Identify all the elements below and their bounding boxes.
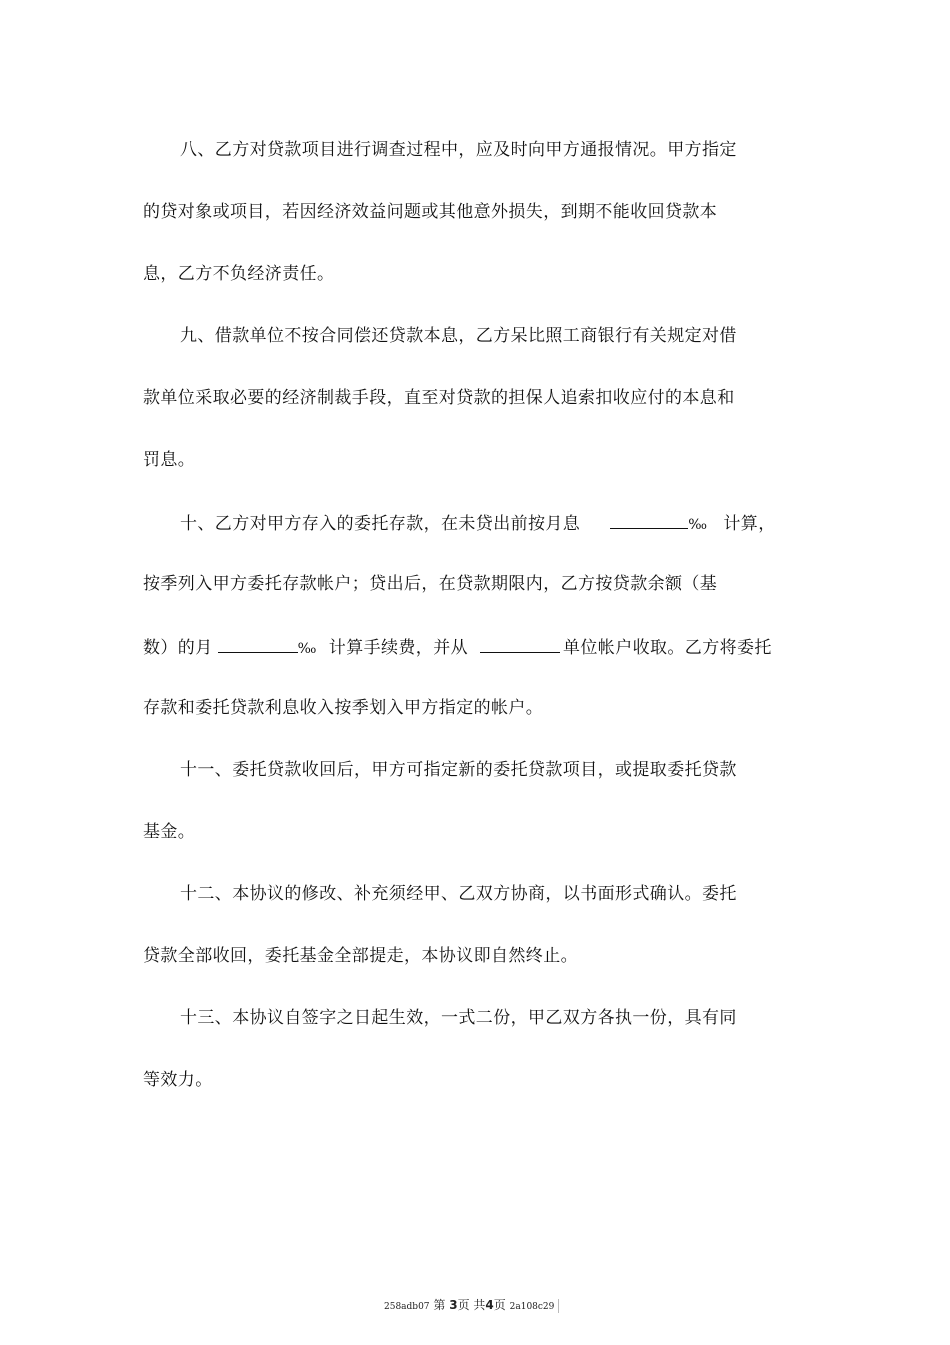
- footer-page-number: 3: [449, 1298, 458, 1312]
- clause-10-line-1: [180, 510, 776, 537]
- permil-unit: ‰: [297, 641, 317, 657]
- clause-10-text-a: 十、乙方对甲方存入的委托存款，在未贷出前按月息: [180, 514, 581, 534]
- clause-13-line-1: 十三、本协议自签字之日起生效，一式二份，甲乙双方各执一份，具有同: [180, 1008, 737, 1028]
- clause-10-line-3: [143, 634, 772, 661]
- clause-10-line-4: 存款和委托贷款利息收入按季划入甲方指定的帐户。: [143, 698, 544, 718]
- footer-divider: [558, 1299, 559, 1313]
- account-unit-blank[interactable]: [480, 634, 560, 653]
- clause-10-text-e: 单位帐户收取。乙方将委托: [563, 638, 772, 658]
- footer-total-suffix: 页: [493, 1298, 506, 1312]
- clause-13-line-2: 等效力。: [143, 1070, 213, 1090]
- clause-12-line-2: 贷款全部收回，委托基金全部提走，本协议即自然终止。: [143, 946, 578, 966]
- clause-9-line-3: 罚息。: [143, 450, 196, 470]
- monthly-interest-blank[interactable]: [610, 510, 688, 529]
- clause-8-line-3: 息，乙方不负经济责任。: [143, 264, 335, 284]
- footer-total-number: 4: [485, 1298, 494, 1312]
- footer-page-suffix: 页: [457, 1298, 470, 1312]
- clause-10-line-2: 按季列入甲方委托存款帐户；贷出后，在贷款期限内，乙方按贷款余额（基: [143, 574, 718, 594]
- clause-10-text-d: 计算手续费，并从: [328, 638, 468, 658]
- fee-rate-blank[interactable]: [218, 634, 298, 653]
- clause-10-text-b: 计算，: [723, 514, 776, 534]
- clause-9-line-1: 九、借款单位不按合同偿还贷款本息，乙方呆比照工商银行有关规定对借: [180, 326, 737, 346]
- permil-unit: ‰: [688, 517, 708, 533]
- clause-9-line-2: 款单位采取必要的经济制裁手段，直至对贷款的担保人追索扣收应付的本息和: [143, 388, 735, 408]
- footer-total-prefix: 共: [473, 1298, 486, 1312]
- footer-right-code: 2a108c29: [509, 1302, 555, 1312]
- clause-12-line-1: 十二、本协议的修改、补充须经甲、乙双方协商，以书面形式确认。委托: [180, 884, 737, 904]
- page-footer: [384, 1296, 559, 1313]
- clause-11-line-1: 十一、委托贷款收回后，甲方可指定新的委托贷款项目，或提取委托贷款: [180, 760, 737, 780]
- clause-10-text-c: 数）的月: [143, 638, 213, 658]
- clause-11-line-2: 基金。: [143, 822, 196, 842]
- footer-page-prefix: 第: [433, 1298, 446, 1312]
- footer-left-code: 258adb07: [384, 1302, 430, 1312]
- clause-8-line-2: 的贷对象或项目，若因经济效益问题或其他意外损失，到期不能收回贷款本: [143, 202, 718, 222]
- clause-8-line-1: 八、乙方对贷款项目进行调查过程中，应及时向甲方通报情况。甲方指定: [180, 140, 737, 160]
